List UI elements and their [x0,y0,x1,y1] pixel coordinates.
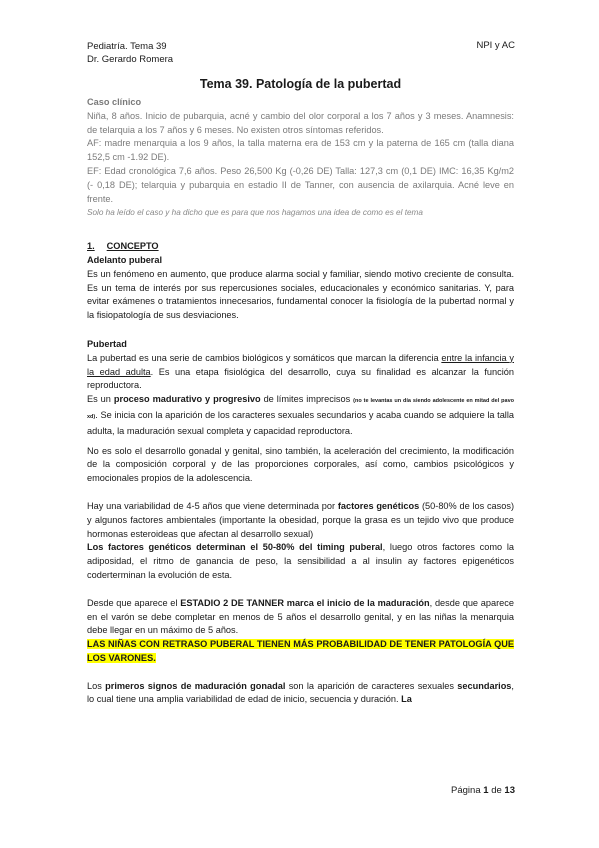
case-paragraph-3: EF: Edad cronológica 7,6 años. Peso 26,500 Kg (-0,26 DE) Talla: 127,3 cm (0,1 DE) IMC: 16,35 Kg/m2 (- 0,18 DE); telarquia y pubarquia en estadio II de Tanner, con ausencia de axilarquia. Acné leve en frente. [87,165,514,204]
text-span: , luego otros factores como la adiposidad, el ritmo de ganancia de peso, la sensibilidad a al insulin ay factores epigenéticos coderterminan la evolución de esta. [87,542,514,580]
footer-page-total: 13 [504,785,515,796]
page-footer [451,785,515,796]
text-span: . Se inicia con la aparición de los caracteres sexuales secundarios y acaba cuando se adquiere la talla adulta, la maduración sexual completa y capacidad reproductora. [87,409,514,436]
footer-page-word: Página [451,785,481,796]
text-span: Desde que aparece el [87,597,181,608]
bold-text: factores genéticos [337,500,420,511]
header-course: Pediatría. Tema 39 [87,41,167,52]
highlighted-text: LAS NIÑAS CON RETRASO PUBERAL TIENEN MÁS PROBABILIDAD DE TENER PATOLOGÍA QUE LOS VARONES. [87,639,514,663]
underlined-text: entre la infancia y la edad adulta [87,352,514,377]
text-span: (50-80% de los casos) y algunos factores ambientales (importante la obesidad, porque la grasa es un tejido vivo que produce hormonas esteroideas que afectan al desarrollo sexual) [87,500,515,539]
bold-text: proceso madurativo y progresivo [113,394,261,405]
section-label: CONCEPTO [106,241,159,252]
pubertad-paragraph-4 [87,500,514,541]
section-number: 1. [87,241,95,252]
header-initials: NPI y AC [476,40,515,51]
footer-page-number: 1 [483,785,489,796]
page-header-left [87,40,173,66]
subheading-adelanto: Adelanto puberal [87,254,163,265]
highlighted-warning [87,638,514,666]
small-note: (no te levantas un día siendo adolescente en mitad del pavo xd) [87,398,514,420]
page-title: Tema 39. Patología de la pubertad [199,77,402,91]
case-paragraph-2: AF: madre menarquia a los 9 años, la talla materna era de 153 cm y la paterna de 165 cm (talla diana 152,5 cm -1.92 DE). [87,138,514,163]
bold-text: La [401,694,412,705]
header-author: Dr. Gerardo Romera [87,54,174,65]
case-note: Solo ha leído el caso y ha dicho que es para que nos hagamos una idea de como es el tema [87,208,423,218]
pubertad-paragraph-3: No es solo el desarrollo gonadal y genital, sino también, la aceleración del crecimiento, la modificación de la composición corporal y de las proporciones corporales, así como, cambios psicológicos y emocionales propios de la adolescencia. [87,445,514,484]
text-span: de límites imprecisos [260,394,354,405]
section-heading-concepto [87,240,514,254]
subheading-pubertad: Pubertad [87,338,127,349]
adelanto-paragraph: Es un fenómeno en aumento, que produce alarma social y familiar, siendo motivo creciente de consulta. Es un tema de interés por sus repercusiones sociales, educacionales y económico sanitarias. Y, para evitar exámenes o tratamientos innecesarios, fundamental conocer la fisiología de la pubertad normal y la fisiopatología de sus desviaciones. [87,268,514,321]
clinical-case [87,96,514,220]
text-span: La pubertad es una serie de cambios biológicos y somáticos que marcan la diferencia [87,352,442,363]
case-paragraph-1: Niña, 8 años. Inicio de pubarquia, acné y cambio del olor corporal a los 7 años y 3 meses. Anamnesis: de telarquia a los 7 años y 6 meses. No existen otros síntomas referidos. [87,110,514,135]
bold-text: secundarios [457,680,512,691]
text-span: Los [87,680,106,691]
document-body [87,96,514,707]
text-span: , lo cual tiene una amplia variabilidad de edad de inicio, secuencia y duración. [87,680,514,705]
text-span: Hay una variabilidad de 4-5 años que viene determinada por [87,500,338,511]
text-span: son la aparición de caracteres sexuales [285,680,458,691]
footer-of-word: de [491,785,502,796]
pubertad-paragraph-8 [87,680,514,708]
bold-text: ESTADIO 2 DE TANNER marca el inicio de la maduración [180,597,430,608]
pubertad-paragraph-5 [87,541,514,582]
pubertad-paragraph-1 [87,352,514,393]
case-heading: Caso clínico [87,97,142,107]
bold-text: primeros signos de maduración gonadal [105,680,286,691]
pubertad-paragraph-2 [87,393,514,438]
pubertad-paragraph-6 [87,597,514,638]
bold-text: Los factores genéticos determinan el 50-80% del timing puberal [87,542,383,553]
text-span: Es un [87,394,114,405]
text-span: . Es una etapa fisiológica del desarrollo, cuya su finalidad es alcanzar la función reproductora. [87,366,514,391]
text-span: , desde que aparece en el varón se debe completar en menos de 5 años el desarrollo genital, y en las niñas la menarquia debe llegar en un máximo de 5 años. [87,597,514,636]
